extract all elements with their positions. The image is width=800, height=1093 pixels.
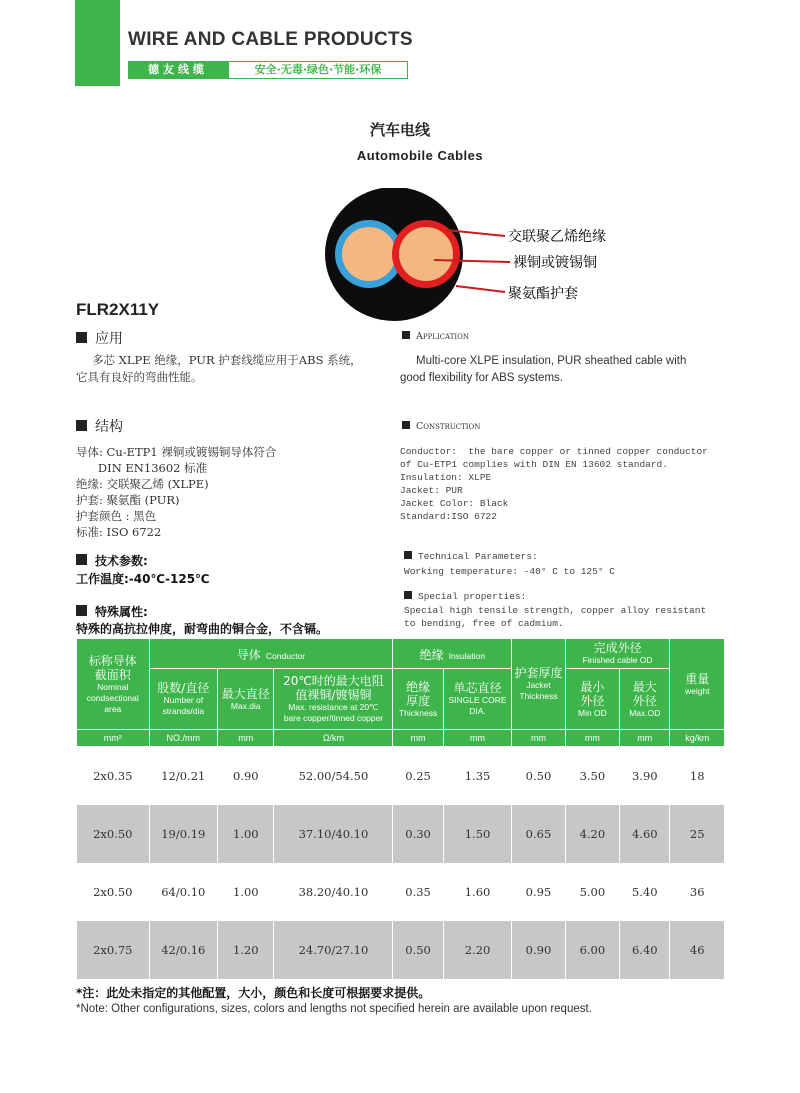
unit-cell: mm [218,730,274,747]
technical-heading-en: Technical Parameters: [404,550,538,563]
product-model: FLR2X11Y [76,300,160,319]
special-heading-cn: 特殊属性: [76,603,148,620]
cell-core-dia: 1.60 [443,863,512,921]
special-text-en-2: to bending, free of cadmium. [404,618,564,629]
cell-max-od: 6.40 [620,921,670,979]
unit-cell: mm [393,730,443,747]
header-insulation-thickness: 绝缘 厚度 Thickness [393,669,443,730]
cell-insulation-thickness: 0.35 [393,863,443,921]
cell-max-od: 3.90 [620,747,670,806]
cell-strands: 42/0.16 [149,921,218,979]
header-resistance: 20℃时的最大电阻 值裸铜/镀锡铜 Max. resistance at 20℃ bare copper/tinned copper [274,669,393,730]
table-row [77,921,725,979]
cell-size: 2x0.35 [77,747,150,806]
cell-insulation-thickness: 0.25 [393,747,443,806]
cell-core-dia: 1.35 [443,747,512,806]
cell-jacket-thickness: 0.50 [512,747,565,806]
cell-weight: 18 [670,747,725,806]
cell-max-od: 4.60 [620,805,670,863]
cell-strands: 12/0.21 [149,747,218,806]
header-single-core-dia: 单芯直径 SINGLE CORE DIA. [443,669,512,730]
conductor-left [342,227,396,281]
unit-cell: NO./mm [149,730,218,747]
table-row [77,747,725,806]
unit-cell: kg/km [670,730,725,747]
callout-insulation: 交联聚乙烯绝缘 [508,229,606,245]
heading-square-icon [404,591,412,599]
application-text-en: Multi-core XLPE insulation, PUR sheathed cable with good flexibility for ABS systems. [400,355,687,384]
cell-resistance: 37.10/40.10 [274,805,393,863]
product-title-en: Automobile Cables [356,148,484,163]
note-en: *Note: Other configurations, sizes, colors and lengths not specified herein are available upon request. [76,1003,592,1015]
cell-core-dia: 2.20 [443,921,512,979]
construction-list-en: Conductor: the bare copper or tinned copper conductor of Cu-ETP1 complies with DIN EN 13602 standard. Insulation: XLPE Jacket: PUR Jacket Color: Black Standard:ISO 6722 [400,446,708,522]
heading-square-icon [76,554,87,565]
application-heading-cn: 应用 [76,328,123,348]
special-heading-en: Special properties: [404,590,526,603]
table-row [77,805,725,863]
cell-insulation-thickness: 0.30 [393,805,443,863]
callout-jacket: 聚氨酯护套 [508,286,578,302]
brand-label: 德友线缆 [128,61,228,79]
cell-size: 2x0.50 [77,863,150,921]
cell-min-od: 6.00 [565,921,619,979]
application-heading-en: Application [402,331,469,342]
construction-list-cn: 导体: Cu-ETP1 裸铜或镀锡铜导体符合 DIN EN13602 标准 绝缘: 交联聚乙烯 (XLPE) 护套: 聚氨酯 (PUR) 护套颜色 : 黑色 标准: ISO 6722 [76,445,277,539]
header-insulation: 绝缘 Insulation [393,639,512,669]
working-temperature-cn: 工作温度:-40℃-125℃ [76,572,210,586]
units-row [77,730,725,747]
cell-resistance: 24.70/27.10 [274,921,393,979]
cell-size: 2x0.50 [77,805,150,863]
unit-cell: mm² [77,730,150,747]
conductor-right [399,227,453,281]
cell-min-od: 3.50 [565,747,619,806]
cell-weight: 46 [670,921,725,979]
unit-cell: mm [565,730,619,747]
special-text-en-1: Special high tensile strength, copper alloy resistant [404,605,707,616]
cell-max-dia: 1.20 [218,921,274,979]
product-title-cn: 汽车电线 [369,121,430,139]
working-temperature-en: Working temperature: -40° C to 125° C [404,566,615,577]
cell-strands: 64/0.10 [149,863,218,921]
callout-line-jacket [456,286,505,292]
heading-square-icon [402,331,410,339]
special-text-cn: 特殊的高抗拉伸度，耐弯曲的铜合金，不含镉。 [76,622,329,636]
construction-heading-cn: 结构 [76,416,123,436]
page-title: WIRE AND CABLE PRODUCTS [128,29,413,50]
cell-jacket-thickness: 0.95 [512,863,565,921]
cell-max-dia: 1.00 [218,863,274,921]
table-row [77,863,725,921]
cell-max-dia: 0.90 [218,747,274,806]
technical-heading-cn: 技术参数: [76,552,148,569]
cell-min-od: 4.20 [565,805,619,863]
heading-square-icon [76,420,87,431]
header-min-od: 最小 外径 Min OD [565,669,619,730]
cell-insulation-thickness: 0.50 [393,921,443,979]
cell-size: 2x0.75 [77,921,150,979]
heading-square-icon [76,332,87,343]
callout-conductor: 裸铜或镀锡铜 [513,255,597,271]
unit-cell: Ω/km [274,730,393,747]
cell-min-od: 5.00 [565,863,619,921]
cell-jacket-thickness: 0.65 [512,805,565,863]
header-max-od: 最大 外径 Max.OD [620,669,670,730]
header-accent-bar [75,0,120,86]
heading-square-icon [76,605,87,616]
specification-table [76,638,725,979]
header-finished-od: 完成外径 Finished cable OD [565,639,670,669]
cell-resistance: 52.00/54.50 [274,747,393,806]
construction-heading-en: Construction [402,421,480,432]
cable-cross-section-diagram [320,188,640,328]
cell-jacket-thickness: 0.90 [512,921,565,979]
cell-core-dia: 1.50 [443,805,512,863]
unit-cell: mm [512,730,565,747]
cell-weight: 25 [670,805,725,863]
cell-strands: 19/0.19 [149,805,218,863]
header-jacket-thickness: 护套厚度 Jacket Thickness [512,639,565,730]
application-text-cn: 多芯 XLPE 绝缘，PUR 护套线缆应用于ABS 系统， 它具有良好的弯曲性能。 [76,353,362,384]
brand-slogan: 安全·无毒·绿色·节能·环保 [228,61,408,79]
header-nominal-area: 标称导体 截面积 Nominal condsectional area [77,639,150,730]
header-max-dia: 最大直径 Max.dia [218,669,274,730]
heading-square-icon [402,421,410,429]
cell-weight: 36 [670,863,725,921]
cell-resistance: 38.20/40.10 [274,863,393,921]
cell-max-od: 5.40 [620,863,670,921]
unit-cell: mm [443,730,512,747]
unit-cell: mm [620,730,670,747]
cell-max-dia: 1.00 [218,805,274,863]
note-cn: *注：此处未指定的其他配置，大小，颜色和长度可根据要求提供。 [76,986,431,1000]
heading-square-icon [404,551,412,559]
header-weight: 重量 weight [670,639,725,730]
header-strands: 股数/直径 Number of strands/dia [149,669,218,730]
header-conductor: 导体 Conductor [149,639,393,669]
